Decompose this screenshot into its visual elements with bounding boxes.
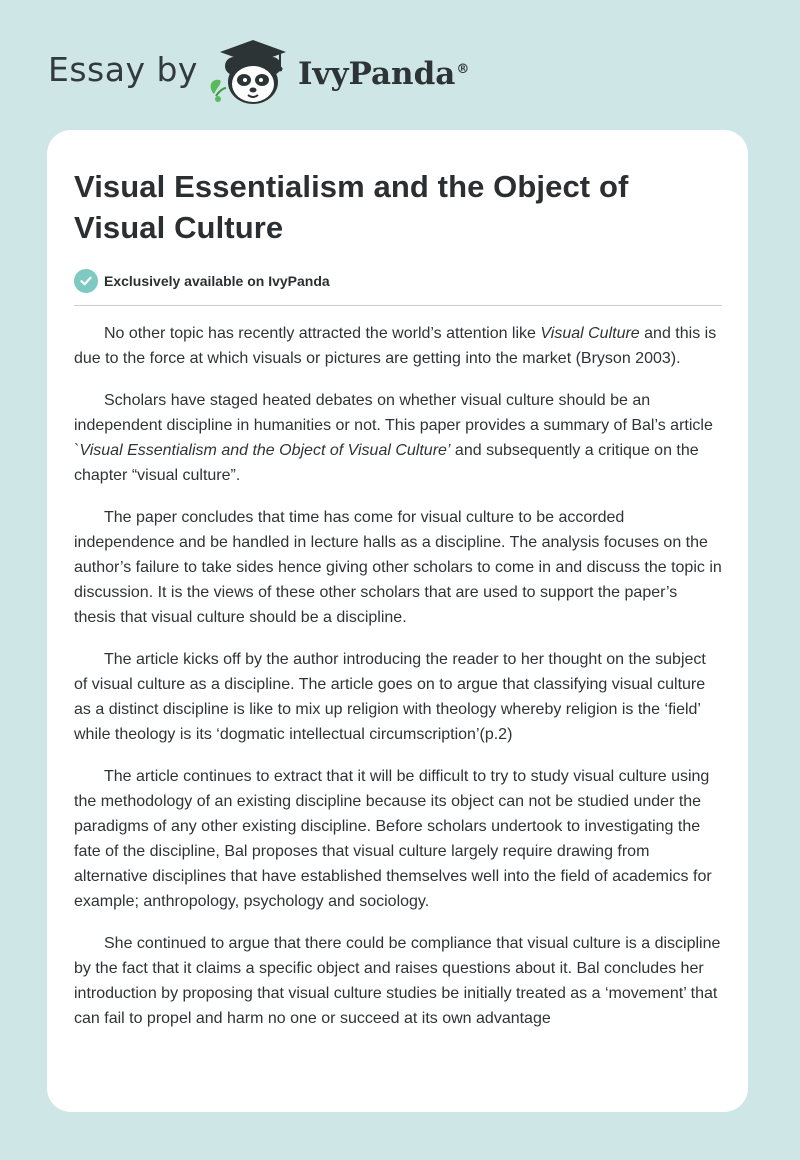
essay-card — [47, 130, 748, 1112]
paragraph: No other topic has recently attracted the world’s attention like Visual Culture and this is due to the force at which visuals or pictures are getting into the market (Bryson 2003). — [74, 325, 717, 367]
paragraph: She continued to argue that there could be compliance that visual culture is a discipline by the fact that it claims a specific object and raises questions about it. Bal concludes her introduction by proposing that visual culture studies be initially treated as a ‘movement’ that can fail to propel and harm no one or succeed at its own advantage — [74, 935, 721, 1027]
checkmark-icon — [74, 269, 98, 293]
exclusive-badge — [74, 269, 722, 306]
paragraph: The article kicks off by the author introducing the reader to her thought on the subject of visual culture as a discipline. The article goes on to argue that classifying visual culture as a distinct discipline is like to mix up religion with theology whereby religion is the ‘field’ while theology is its ‘dogmatic intellectual circumscription’(p.2) — [74, 651, 706, 743]
paragraph: The paper concludes that time has come for visual culture to be accorded independence and be handled in lecture halls as a discipline. The analysis focuses on the author’s failure to take sides hence giving other scholars to come in and discuss the topic in discussion. It is the views of these other scholars that are used to support the paper’s thesis that visual culture should be a discipline. — [74, 509, 722, 626]
paragraph: The article continues to extract that it will be difficult to try to study visual culture using the methodology of an existing discipline because its object can not be studied under the paradigms of any other existing discipline. Before scholars undertook to investigating the fate of the discipline, Bal proposes that visual culture largely require drawing from alternative disciplines that have established themselves well into the field of academics for example; anthropology, psychology and sociology. — [74, 768, 712, 910]
panda-logo-icon — [206, 36, 302, 108]
paragraph: Scholars have staged heated debates on whether visual culture should be an independent discipline in humanities or not. This paper provides a summary of Bal’s article `Visual Essentialism and the Object of Visual Culture’ and subsequently a critique on the chapter “visual culture”. — [74, 392, 713, 484]
page-title: Visual Essentialism and the Object of Visual Culture — [74, 169, 629, 245]
exclusive-badge-label: Exclusively available on IvyPanda — [104, 273, 330, 289]
brand-header[interactable] — [48, 36, 469, 108]
essay-body — [74, 321, 722, 1031]
brand-prefix: Essay by — [48, 49, 198, 89]
brand-name: IvyPanda® — [297, 56, 470, 92]
